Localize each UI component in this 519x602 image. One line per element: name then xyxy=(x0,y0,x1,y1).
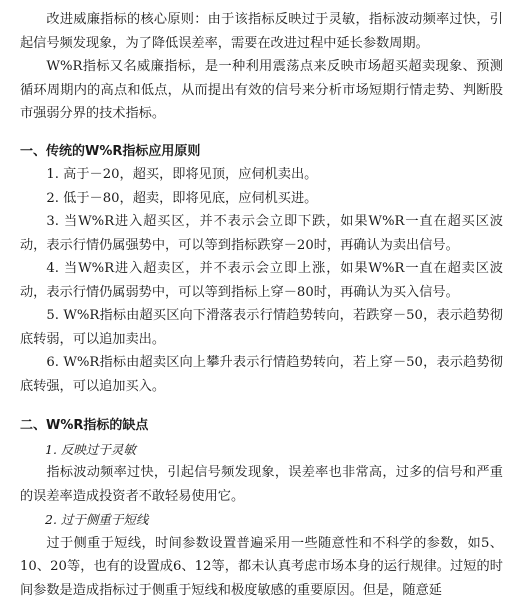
rule-item-5: 5. W%R指标由超买区向下滑落表示行情趋势转向，若跌穿－50，表示趋势彻底转弱，可以追加卖出。 xyxy=(20,304,503,351)
section-1-heading: 一、传统的W%R指标应用原则 xyxy=(20,140,503,164)
rule-item-1: 1. 高于－20，超买，即将见顶，应伺机卖出。 xyxy=(20,163,503,187)
section-2-heading: 二、W%R指标的缺点 xyxy=(20,414,503,438)
rule-item-4: 4. 当W%R进入超卖区，并不表示会立即上涨，如果W%R一直在超卖区波动，表示行情仍属弱势中，可以等到指标上穿－80时，再确认为买入信号。 xyxy=(20,257,503,304)
drawback-2-title: 2. 过于侧重于短线 xyxy=(20,508,503,532)
drawback-2-text: 过于侧重于短线，时间参数设置普遍采用一些随意性和不科学的参数，如5、10、20等，也有的设置成6、12等，都未认真考虑市场本身的运行规律。过短的时间参数是造成指标过于侧重于短线和极度敏感的重要原因。但是，随意延 xyxy=(20,532,503,602)
drawback-1-text: 指标波动频率过快，引起信号频发现象，误差率也非常高，过多的信号和严重的误差率造成投资者不敢轻易使用它。 xyxy=(20,461,503,508)
spacer xyxy=(20,126,503,140)
rule-item-2: 2. 低于－80，超卖，即将见底，应伺机买进。 xyxy=(20,187,503,211)
intro-paragraph-2: W%R指标又名威廉指标，是一种利用震荡点来反映市场超买超卖现象、预测循环周期内的高点和低点，从而提出有效的信号来分析市场短期行情走势、判断股市强弱分界的技术指标。 xyxy=(20,55,503,126)
intro-paragraph-1: 改进威廉指标的核心原则：由于该指标反映过于灵敏，指标波动频率过快，引起信号频发现象，为了降低误差率，需要在改进过程中延长参数周期。 xyxy=(20,8,503,55)
drawback-1-title: 1. 反映过于灵敏 xyxy=(20,438,503,462)
spacer xyxy=(20,398,503,414)
rule-item-3: 3. 当W%R进入超买区，并不表示会立即下跌，如果W%R一直在超买区波动，表示行情仍属强势中，可以等到指标跌穿－20时，再确认为卖出信号。 xyxy=(20,210,503,257)
rule-item-6: 6. W%R指标由超卖区向上攀升表示行情趋势转向，若上穿－50，表示趋势彻底转强，可以追加买入。 xyxy=(20,351,503,398)
